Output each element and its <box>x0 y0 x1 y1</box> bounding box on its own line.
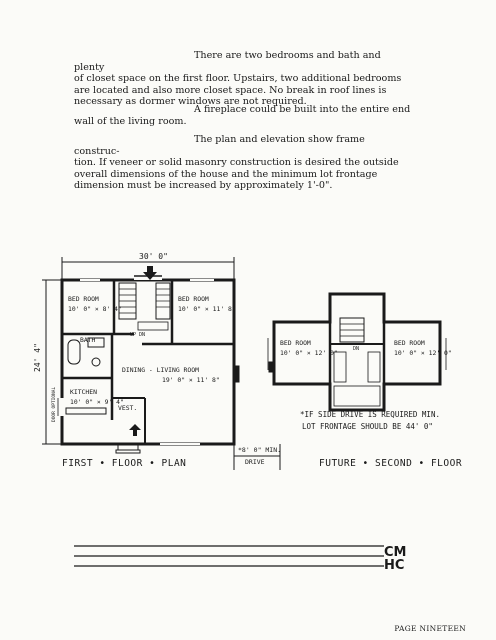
living-room-size: 19' 0" × 11' 8" <box>162 376 220 384</box>
bed-room-2-name: BED ROOM <box>178 295 209 303</box>
cmhc-logo-line-1: CM <box>384 545 407 560</box>
second-bed-room-1-size: 10' 0" × 12' 0" <box>280 349 338 357</box>
second-bed-room-1-name: BED ROOM <box>280 339 311 347</box>
kitchen-size: 10' 0" × 9' 4" <box>70 398 124 406</box>
first-floor-caption: FIRST • FLOOR • PLAN <box>62 458 187 469</box>
para3-rest: tion. If veneer or solid masonry construction is desired the outside overall dimensions of the house and the minimum lot frontage dimension must be increased by approximately 1'-0". <box>74 157 399 192</box>
footer-rules <box>74 546 384 566</box>
second-bed-room-2-size: 10' 0" × 12' 0" <box>394 349 452 357</box>
living-room-name: DINING - LIVING ROOM <box>122 366 199 374</box>
para3-lead: The plan and elevation show frame construc- <box>74 134 365 157</box>
dn-text: DN <box>353 346 360 352</box>
cmhc-logo-line-2: HC <box>384 558 405 573</box>
kitchen-name: KITCHEN <box>70 388 97 396</box>
width-dim-text: 30' 0" <box>139 252 168 261</box>
bed-room-1-name: BED ROOM <box>68 295 99 303</box>
para2-rest: wall of the living room. <box>74 115 187 127</box>
para2-lead: A fireplace could be built into the entire end <box>194 104 411 115</box>
vestibule-label: VEST. <box>118 404 138 412</box>
drive-label: DRIVE <box>245 458 265 466</box>
note-line-1: *IF SIDE DRIVE IS REQUIRED MIN. <box>300 410 440 419</box>
door-optional-text: DOOR OPTIONAL <box>52 386 57 422</box>
second-bed-room-2-name: BED ROOM <box>394 339 425 347</box>
bed-room-2-size: 10' 0" × 11' 8" <box>178 305 236 313</box>
up-dn-text: UP DN <box>130 332 146 338</box>
note-line-2: LOT FRONTAGE SHOULD BE 44' 0" <box>302 422 433 431</box>
para1-lead: There are two bedrooms and bath and plenty <box>74 50 381 73</box>
page-label: PAGE NINETEEN <box>394 624 466 633</box>
bath-label: BATH <box>80 336 96 344</box>
depth-dim-text: 24' 4" <box>33 343 42 372</box>
bed-room-1-size: 10' 0" × 8' 4" <box>68 305 122 313</box>
drive-min-text: *8' 0" MIN. <box>238 446 282 454</box>
second-floor-caption: FUTURE • SECOND • FLOOR <box>319 458 463 469</box>
para1-rest: of closet space on the first floor. Upstairs, two additional bedrooms are located and also more closet space. No break in roof lines is necessary as dormer windows are not required. <box>74 73 402 108</box>
